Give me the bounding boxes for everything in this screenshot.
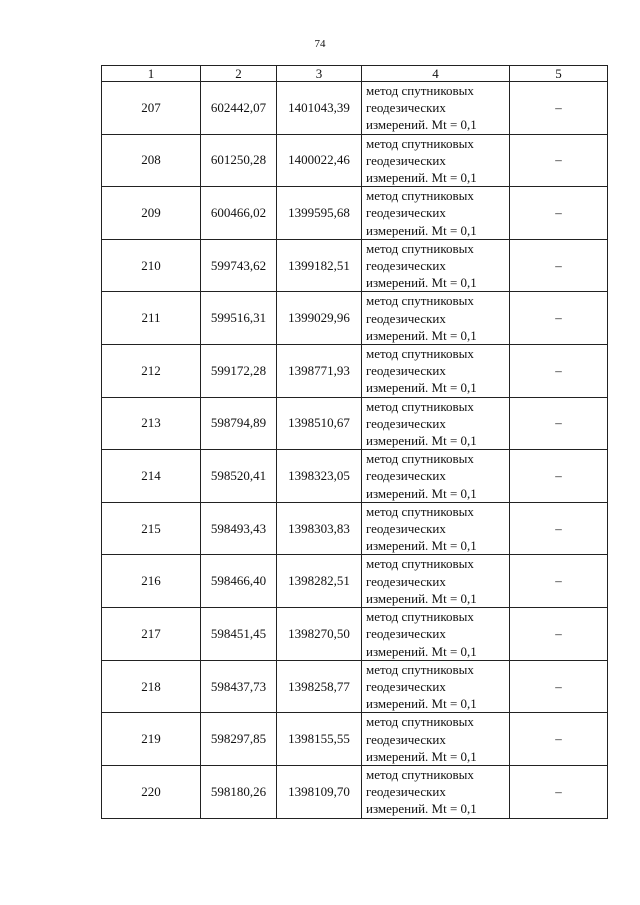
table-row (102, 713, 608, 766)
method-line-3: измерений. Mt = 0,1 (366, 748, 477, 764)
method-line-1: метод спутниковых (366, 714, 474, 730)
y-coordinate-cell: 1400022,46 (277, 134, 362, 187)
note-cell: – (510, 502, 608, 555)
column-header-5: 5 (510, 66, 608, 82)
column-header-2: 2 (201, 66, 277, 82)
y-coordinate-cell: 1398282,51 (277, 555, 362, 608)
table-row (102, 765, 608, 818)
point-number-cell: 210 (102, 239, 201, 292)
method-line-2: геодезических (366, 415, 446, 431)
point-number-cell: 214 (102, 450, 201, 503)
coordinates-table (101, 65, 608, 819)
table-row (102, 134, 608, 187)
x-coordinate-cell: 599743,62 (201, 239, 277, 292)
method-line-3: измерений. Mt = 0,1 (366, 485, 477, 501)
x-coordinate-cell: 598520,41 (201, 450, 277, 503)
point-number-cell: 215 (102, 502, 201, 555)
note-cell: – (510, 608, 608, 661)
method-cell (362, 82, 510, 135)
note-cell: – (510, 239, 608, 292)
method-cell (362, 502, 510, 555)
method-line-3: измерений. Mt = 0,1 (366, 801, 477, 817)
y-coordinate-cell: 1398771,93 (277, 345, 362, 398)
column-header-4: 4 (362, 66, 510, 82)
method-line-1: метод спутниковых (366, 503, 474, 519)
x-coordinate-cell: 598451,45 (201, 608, 277, 661)
method-line-3: измерений. Mt = 0,1 (366, 538, 477, 554)
method-cell (362, 292, 510, 345)
table-row (102, 187, 608, 240)
note-cell: – (510, 660, 608, 713)
method-line-2: геодезических (366, 678, 446, 694)
note-cell: – (510, 555, 608, 608)
method-line-2: геодезических (366, 784, 446, 800)
note-cell: – (510, 292, 608, 345)
y-coordinate-cell: 1399182,51 (277, 239, 362, 292)
method-cell (362, 345, 510, 398)
x-coordinate-cell: 601250,28 (201, 134, 277, 187)
point-number-cell: 216 (102, 555, 201, 608)
x-coordinate-cell: 602442,07 (201, 82, 277, 135)
method-line-1: метод спутниковых (366, 83, 474, 98)
method-line-3: измерений. Mt = 0,1 (366, 327, 477, 343)
note-cell: – (510, 134, 608, 187)
x-coordinate-cell: 598466,40 (201, 555, 277, 608)
note-cell: – (510, 187, 608, 240)
method-line-2: геодезических (366, 258, 446, 274)
method-line-2: геодезических (366, 468, 446, 484)
method-line-3: измерений. Mt = 0,1 (366, 380, 477, 396)
table-row (102, 239, 608, 292)
x-coordinate-cell: 599516,31 (201, 292, 277, 345)
table-header-row (102, 66, 608, 82)
method-line-1: метод спутниковых (366, 398, 474, 414)
method-line-3: измерений. Mt = 0,1 (366, 222, 477, 238)
method-line-3: измерений. Mt = 0,1 (366, 117, 477, 133)
method-cell (362, 450, 510, 503)
x-coordinate-cell: 598297,85 (201, 713, 277, 766)
method-line-1: метод спутниковых (366, 556, 474, 572)
point-number-cell: 220 (102, 765, 201, 818)
method-line-2: геодезических (366, 731, 446, 747)
y-coordinate-cell: 1401043,39 (277, 82, 362, 135)
y-coordinate-cell: 1398270,50 (277, 608, 362, 661)
method-line-3: измерений. Mt = 0,1 (366, 696, 477, 712)
y-coordinate-cell: 1399029,96 (277, 292, 362, 345)
page-number: 74 (314, 38, 326, 50)
x-coordinate-cell: 599172,28 (201, 345, 277, 398)
method-line-1: метод спутниковых (366, 766, 474, 782)
method-line-2: геодезических (366, 100, 446, 116)
y-coordinate-cell: 1398510,67 (277, 397, 362, 450)
method-line-1: метод спутниковых (366, 451, 474, 467)
table-row (102, 660, 608, 713)
table-row (102, 450, 608, 503)
point-number-cell: 219 (102, 713, 201, 766)
method-line-1: метод спутниковых (366, 609, 474, 625)
note-cell: – (510, 82, 608, 135)
point-number-cell: 208 (102, 134, 201, 187)
method-line-3: измерений. Mt = 0,1 (366, 275, 477, 291)
y-coordinate-cell: 1398109,70 (277, 765, 362, 818)
method-cell (362, 608, 510, 661)
table-row (102, 292, 608, 345)
table-body (102, 82, 608, 819)
point-number-cell: 207 (102, 82, 201, 135)
method-line-3: измерений. Mt = 0,1 (366, 643, 477, 659)
table-row (102, 82, 608, 135)
method-line-2: геодезических (366, 573, 446, 589)
note-cell: – (510, 345, 608, 398)
x-coordinate-cell: 598180,26 (201, 765, 277, 818)
x-coordinate-cell: 600466,02 (201, 187, 277, 240)
point-number-cell: 217 (102, 608, 201, 661)
method-line-1: метод спутниковых (366, 661, 474, 677)
point-number-cell: 209 (102, 187, 201, 240)
method-cell (362, 397, 510, 450)
method-line-2: геодезических (366, 363, 446, 379)
table-row (102, 555, 608, 608)
method-line-2: геодезических (366, 626, 446, 642)
note-cell: – (510, 397, 608, 450)
y-coordinate-cell: 1398323,05 (277, 450, 362, 503)
method-line-2: геодезических (366, 205, 446, 221)
y-coordinate-cell: 1398155,55 (277, 713, 362, 766)
x-coordinate-cell: 598794,89 (201, 397, 277, 450)
method-line-1: метод спутниковых (366, 240, 474, 256)
table-row (102, 502, 608, 555)
point-number-cell: 212 (102, 345, 201, 398)
note-cell: – (510, 450, 608, 503)
table-row (102, 397, 608, 450)
method-line-3: измерений. Mt = 0,1 (366, 590, 477, 606)
table-row (102, 345, 608, 398)
method-line-3: измерений. Mt = 0,1 (366, 433, 477, 449)
method-line-1: метод спутниковых (366, 346, 474, 362)
point-number-cell: 211 (102, 292, 201, 345)
method-line-2: геодезических (366, 521, 446, 537)
point-number-cell: 218 (102, 660, 201, 713)
method-line-1: метод спутниковых (366, 293, 474, 309)
x-coordinate-cell: 598493,43 (201, 502, 277, 555)
column-header-1: 1 (102, 66, 201, 82)
method-line-3: измерений. Mt = 0,1 (366, 170, 477, 186)
method-line-2: геодезических (366, 152, 446, 168)
method-cell (362, 660, 510, 713)
y-coordinate-cell: 1399595,68 (277, 187, 362, 240)
method-cell (362, 765, 510, 818)
note-cell: – (510, 713, 608, 766)
x-coordinate-cell: 598437,73 (201, 660, 277, 713)
method-line-1: метод спутниковых (366, 188, 474, 204)
method-line-2: геодезических (366, 310, 446, 326)
method-cell (362, 187, 510, 240)
method-cell (362, 713, 510, 766)
method-cell (362, 555, 510, 608)
column-header-3: 3 (277, 66, 362, 82)
point-number-cell: 213 (102, 397, 201, 450)
y-coordinate-cell: 1398303,83 (277, 502, 362, 555)
method-cell (362, 134, 510, 187)
method-line-1: метод спутниковых (366, 135, 474, 151)
y-coordinate-cell: 1398258,77 (277, 660, 362, 713)
table-row (102, 608, 608, 661)
method-cell (362, 239, 510, 292)
note-cell: – (510, 765, 608, 818)
